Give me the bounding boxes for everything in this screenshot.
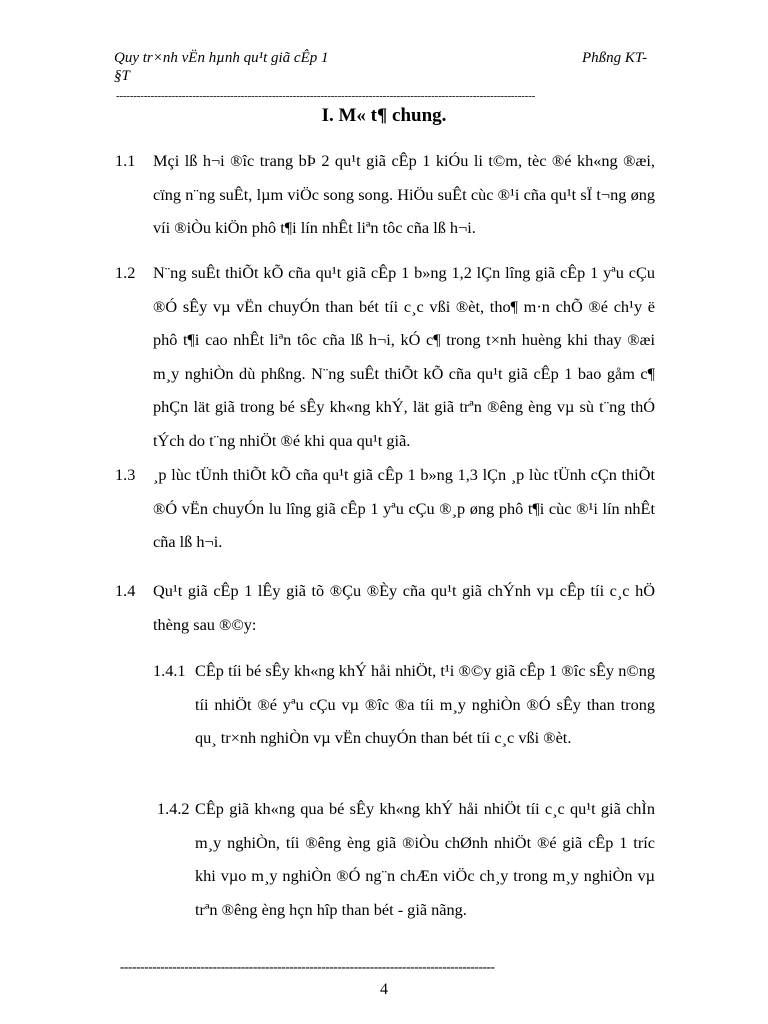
item-paragraph: ¸p lùc tÜnh thiÕt kÕ cña qu¹t giã cÊp 1 b»ng 1,3 lÇn ¸p lùc tÜnh cÇn thiÕt ®Ó vËn chuyÓn lu lîng giã cÊp 1 yªu cÇu ®¸p øng phô t¶i cùc ®¹i lín nhÊt cña lß h¬i. bbox=[153, 465, 655, 551]
header-department: Phßng KT- bbox=[582, 50, 648, 66]
page-number: 4 bbox=[380, 981, 388, 998]
header-divider: ------------------------------------------------------------------------------------------------------------------------- bbox=[116, 90, 536, 102]
header-department-suffix: §T bbox=[114, 68, 130, 84]
subitem-number: 1.4.2 bbox=[157, 799, 190, 818]
subitem-paragraph: CÊp tíi bé sÊy kh«ng khÝ håi nhiÖt, t¹i ®©y giã cÊp 1 ®îc sÊy n©ng tíi nhiÖt ®é yªu cÇu vµ ®îc ®a tíi m¸y nghiÒn ®Ó sÊy than trong qu¸ tr×nh nghiÒn vµ vËn chuyÓn than bét tíi c¸c vßi ®èt. bbox=[195, 661, 655, 747]
item-number: 1.4 bbox=[115, 581, 136, 600]
item-paragraph: N¨ng suÊt thiÕt kÕ cña qu¹t giã cÊp 1 b»ng 1,2 lÇn lîng giã cÊp 1 yªu cÇu ®Ó sÊy vµ vËn chuyÓn than bét tíi c¸c vßi ®èt, tho¶ m·n chÕ ®é ch¹y ë phô t¶i cao nhÊt liªn tôc cña lß h¬i, kÓ c¶ trong t×nh huèng khi thay ®æi m¸y nghiÒn dù phßng. N¨ng suÊt thiÕt kÕ cña qu¹t giã cÊp 1 bao gåm c¶ phÇn lät giã trong bé sÊy kh«ng khÝ, lät giã trªn ®êng èng vµ sù t¨ng thÓ tÝch do t¨ng nhiÖt ®é khi qua qu¹t giã. bbox=[153, 263, 655, 450]
item-number: 1.1 bbox=[115, 151, 136, 170]
subitem-paragraph: CÊp giã kh«ng qua bé sÊy kh«ng khÝ håi nhiÖt tíi c¸c qu¹t giã chÌn m¸y nghiÒn, tíi ®êng èng giã ®iÒu chØnh nhiÖt ®é giã cÊp 1 tríc khi vµo m¸y nghiÒn ®Ó ng¨n chÆn viÖc ch¸y trong m¸y nghiÒn vµ trªn ®êng èng hçn hîp than bét - giã nãng. bbox=[195, 799, 655, 919]
item-number: 1.3 bbox=[115, 465, 136, 484]
subitem-number: 1.4.1 bbox=[153, 661, 186, 680]
section-title: I. M« t¶ chung. bbox=[321, 105, 447, 126]
footer-divider: --------------------------------------------------------------------------------------------- bbox=[120, 960, 495, 974]
item-paragraph: Qu¹t giã cÊp 1 lÊy giã tõ ®Çu ®Èy cña qu¹t giã chÝnh vµ cÊp tíi c¸c hÖ thèng sau ®©y: bbox=[153, 581, 655, 634]
item-paragraph: Mçi lß h¬i ®îc trang bÞ 2 qu¹t giã cÊp 1 kiÓu li t©m, tèc ®é kh«ng ®æi, cïng n¨ng suÊt, lµm viÖc song song. HiÖu suÊt cùc ®¹i cña qu¹t sÏ t¬ng øng víi ®iÒu kiÖn phô t¶i lín nhÊt liªn tôc cña lß h¬i. bbox=[153, 151, 655, 237]
item-number: 1.2 bbox=[115, 263, 136, 282]
header-document-title: Quy tr×nh vËn hµnh qu¹t giã cÊp 1 bbox=[114, 50, 329, 66]
